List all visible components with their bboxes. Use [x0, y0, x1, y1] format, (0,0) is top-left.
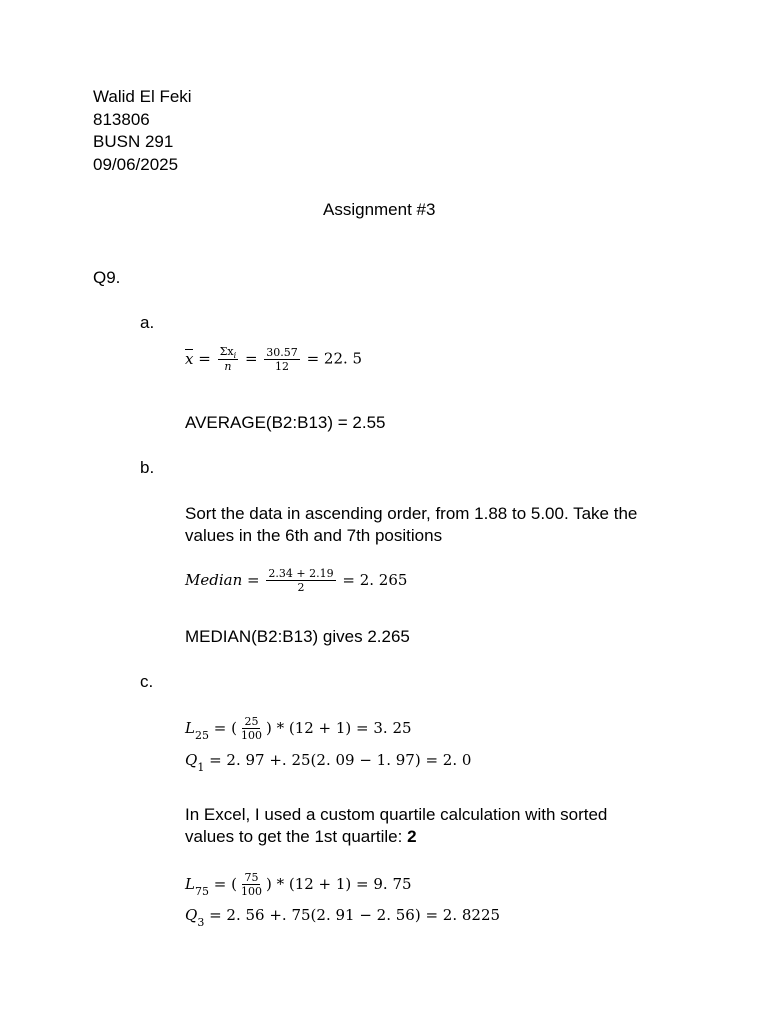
student-name: Walid El Feki — [93, 87, 192, 106]
median-result: = 2. 265 — [342, 571, 408, 589]
sum-over-n-fraction: $\frac{\Sigma x_i}{n}$ — [219, 345, 237, 373]
part-b-label: b. — [140, 458, 155, 477]
quartile-excel-line2: values to get the 1st quartile: 2 — [185, 827, 417, 846]
question-label: Q9. — [93, 268, 121, 287]
course-code: BUSN 291 — [93, 132, 174, 151]
date: 09/06/2025 — [93, 155, 179, 174]
median-formula: Median = $\frac{2.34 + 2.19}{2}$ = 2. 265 — [185, 567, 408, 594]
x-bar: x — [185, 349, 194, 368]
q1-excel-value: 2 — [407, 827, 417, 846]
assignment-title: Assignment #3 — [323, 200, 436, 219]
value-fraction: $\frac{30.57}{12}$ — [266, 345, 298, 373]
l25-formula: $L_{25}$ = ( $\frac{25}{100}$ ) * (12 + 1) = 3. 25 — [185, 715, 412, 742]
median-excel: MEDIAN(B2:B13) gives 2.265 — [185, 627, 410, 646]
q3-formula: $Q_3 = 2$. 56 +. 75(2. 91 − 2. 56) = 2. 8225 — [185, 906, 501, 929]
mean-formula: x = $\frac{\Sigma x_i}{n}$ = $\frac{30.57}{12}$ = 22. 5 — [185, 345, 363, 373]
l75-formula: $L_{75}$ = ( $\frac{75}{100}$ ) * (12 + 1) = 9. 75 — [185, 871, 412, 898]
part-a-label: a. — [140, 313, 155, 332]
sort-instruction-line1: Sort the data in ascending order, from 1.88 to 5.00. Take the — [185, 504, 638, 523]
l25-fraction: $\frac{25}{100}$ — [240, 715, 262, 742]
student-id: 813806 — [93, 110, 150, 129]
mean-result: = 22. 5 — [306, 349, 363, 368]
part-c-label: c. — [140, 672, 154, 691]
sort-instruction-line2: values in the 6th and 7th positions — [185, 526, 443, 545]
l75-fraction: $\frac{75}{100}$ — [240, 871, 262, 898]
average-excel: AVERAGE(B2:B13) = 2.55 — [185, 413, 386, 432]
q1-formula: $Q_1 = 2$. 97 +. 25(2. 09 − 1. 97) = 2. 0 — [185, 751, 472, 774]
quartile-excel-line1: In Excel, I used a custom quartile calculation with sorted — [185, 805, 608, 824]
median-fraction: $\frac{2.34 + 2.19}{2}$ — [268, 567, 334, 594]
